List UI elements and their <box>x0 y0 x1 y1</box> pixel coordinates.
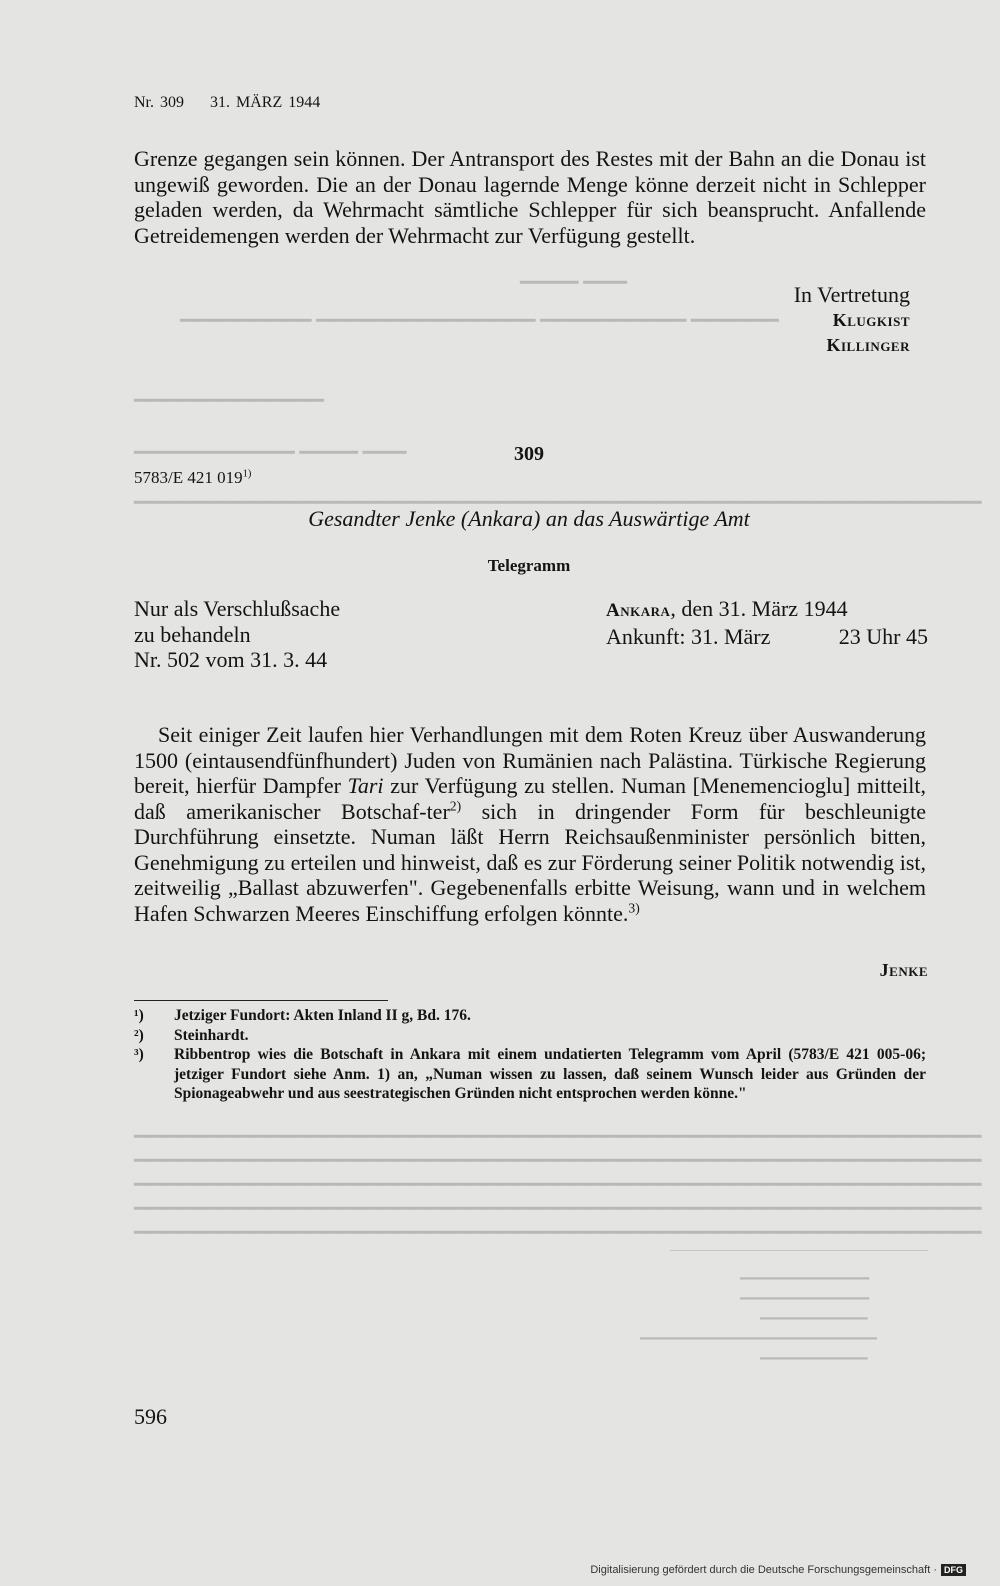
meta-line: Nr. 502 vom 31. 3. 44 <box>134 647 328 672</box>
arrival-label: Ankunft: 31. März <box>606 623 771 649</box>
footnote-mark: ²) <box>134 1026 144 1044</box>
footnote-ref: 1) <box>242 468 252 480</box>
footnote-text: Steinhardt. <box>174 1026 249 1044</box>
intro-paragraph <box>134 146 926 248</box>
document-page: ▁▁▁▁ ▁▁▁ ▁▁▁▁▁▁▁▁▁ ▁▁▁▁▁▁▁▁▁▁▁▁▁▁▁ ▁▁▁▁▁▁▁▁▁▁ ▁▁▁▁▁▁ ▁▁▁▁▁▁▁▁▁▁▁▁▁ ▁▁▁▁▁▁▁▁▁▁▁ ▁▁▁▁ ▁▁▁ ▁▁▁▁▁▁▁▁▁▁▁▁▁▁▁▁▁▁▁▁▁▁▁▁▁▁▁▁▁▁▁▁▁▁▁▁▁▁▁▁▁▁▁▁▁▁▁▁▁▁▁▁▁▁▁▁▁▁ ▁▁▁▁▁▁▁▁▁▁▁▁▁▁▁▁▁▁▁▁▁▁▁▁▁▁▁▁▁▁▁▁▁▁▁▁▁▁▁▁▁▁▁▁▁▁▁▁▁▁▁▁▁▁▁▁▁▁ ▁▁▁▁▁▁▁▁▁▁▁▁▁▁▁▁▁▁▁▁▁▁▁▁▁▁▁▁▁▁▁▁▁▁▁▁▁▁▁▁▁▁▁▁▁▁▁▁▁▁▁▁▁▁▁▁▁▁ ▁▁▁▁▁▁▁▁▁▁▁▁▁▁▁▁▁▁▁▁▁▁▁▁▁▁▁▁▁▁▁▁▁▁▁▁▁▁▁▁▁▁▁▁▁▁▁▁▁▁▁▁▁▁▁▁▁▁ ▁▁▁▁▁▁▁▁▁▁▁▁▁▁▁▁▁▁▁▁▁▁▁▁▁▁▁▁▁▁▁▁▁▁▁▁▁▁▁▁▁▁▁▁▁▁▁▁▁▁▁▁▁▁▁▁▁▁ ▁▁▁▁▁▁▁▁▁▁▁▁▁▁▁▁▁▁▁▁▁▁▁▁▁▁▁▁▁▁▁▁▁▁▁▁▁▁▁▁▁▁▁▁▁▁▁▁▁▁▁▁▁▁▁▁▁▁ ▁▁▁▁▁▁▁▁▁▁▁▁ ▁▁▁▁▁▁▁▁▁▁▁▁ ▁▁▁▁▁▁▁▁▁▁ ▁▁▁▁▁▁▁▁▁▁▁▁▁▁▁▁▁▁▁▁▁▁ ▁▁▁▁▁▁▁▁▁▁ Nr. 309 31. MÄRZ 1944 Grenze gegangen sein können. Der Antransport des Restes mit der Bahn an die Donau ist ungewiß geworden. Die an der Donau lagernde Menge könne derzeit nicht in Schlepper geladen werden, da Wehrmacht sämtliche Schlepper für sich beansprucht. Anfallende Getreidemengen werden der Wehrmacht zur Verfügung gestellt. In Vertretung Klugkist Killinger 309 5783/E 421 019$^{1)}$ Gesandter Jenke (Ankara) an das Auswärtige Amt Telegramm Nur als Verschlußsache zu behandeln Nr. 502 vom 31. 3. 44 Ankara, den 31. März 1944 Ankunft: 31. März 23 Uhr 45 Seit einiger Zeit laufen hier Verhandlungen mit dem Roten Kreuz über Auswanderung 1500 (eintausendfünfhundert) Juden von Rumänien nach Palästina. Türkische Regierung bereit, hierfür Dampfer Tari zur Verfügung zu stellen. Numan [Menemencioglu] mitteilt, daß amerikanischer Botschaf-ter$^{2)}$ sich in dringender Form für beschleunigte Durchführung einsetzte. Numan läßt Herrn Reichsaußenminister persönlich bitten, Genehmigung zu erteilen und hinweist, daß es zur Förderung seiner Politik notwendig ist, zeitweilig „Ballast abzuwerfen". Gegebenenfalls erbitte Weisung, wann und in welchem Hafen Schwarzen Meeres Einschiffung erfolgen könnte.$^{3)}$ Jenke ¹) Jetziger Fundort: Akten Inland II g, Bd. 176. ²) Steinhardt. ³) Ribbentrop wies die Botschaft in Ankara mit einem undatierten Telegramm vom April (5783/E 421 005-06; jetziger Fundort siehe Anm. 1) an, „Numan wissen zu lassen, daß seinem Wunsch leider aus Gründen der Spionageabwehr und aus seestrategischen Gründen nicht entsprochen werden könne." 596 Digitalisierung gefördert durch die Deutsche Forschungsgemeinschaft · DFG <box>0 0 1000 1586</box>
body-part: sich in dringender Form für beschleunigte Durchführung einsetzte. Numan läßt Herrn Reichsaußenminister persönlich bitten, Genehmigung zu erteilen und hinweist, daß es zur Förderung seiner Politik notwendig ist, zeitweilig „Ballast abzuwerfen". Gegebenenfalls erbitte Weisung, wann und in welchem Hafen Schwarzen Meeres Einschiffung erfolgen könnte. <box>134 798 926 926</box>
meta-line: Nur als Verschlußsache <box>134 596 341 621</box>
footnotes <box>134 1006 926 1104</box>
body-part: zur Verfügung zu stellen. Numan [Menemencioglu] mitteilt, daß amerikanischer Botschaf-ter <box>134 773 926 824</box>
previous-signoff <box>794 282 910 358</box>
footnote-mark: ¹) <box>134 1007 144 1024</box>
meta-line: zu behandeln <box>134 621 251 647</box>
page-number: 596 <box>134 1404 167 1429</box>
footnote <box>134 1006 926 1026</box>
footnote-ref: 3) <box>628 900 640 916</box>
running-header <box>134 94 340 112</box>
footnote <box>134 1026 926 1046</box>
ship-name: Tari <box>347 773 384 798</box>
classification-block <box>134 596 340 673</box>
digitization-credit <box>590 1564 966 1576</box>
document-title: Gesandter Jenke (Ankara) an das Auswärtige Amt <box>308 506 750 531</box>
header-doc-number: Nr. 309 <box>134 94 184 111</box>
telegram-body <box>134 722 926 926</box>
signoff-line: In Vertretung <box>793 282 910 307</box>
credit-text: Digitalisierung gefördert durch die Deutsche Forschungsgemeinschaft · <box>590 1564 937 1576</box>
place-name: Ankara <box>606 600 671 621</box>
signoff-name: Killinger <box>826 334 910 355</box>
signoff-name: Klugkist <box>832 309 910 330</box>
document-number: 309 <box>514 443 544 465</box>
dispatch-block <box>606 596 928 649</box>
telegram-signature: Jenke <box>879 960 928 980</box>
document-kind: Telegramm <box>487 556 571 575</box>
arrival-time: 23 Uhr 45 <box>838 623 928 649</box>
body-part: Seit einiger Zeit laufen hier Verhandlungen mit dem Roten Kreuz über Auswanderung 1500 (eintausendfünfhundert) Juden von Rumänien nach Palästina. Türkische Regierung bereit, hierfür Dampfer <box>134 722 926 798</box>
archive-citation <box>134 468 251 488</box>
citation-text: 5783/E 421 019 <box>134 468 243 487</box>
telegram-paragraph <box>134 722 926 926</box>
dfg-logo: DFG <box>941 1564 966 1576</box>
footnote-ref: 2) <box>449 798 462 814</box>
footnote <box>134 1045 926 1104</box>
place-date-line <box>606 596 928 624</box>
date-text: , den 31. März 1944 <box>670 596 848 621</box>
intro-text: Grenze gegangen sein können. Der Antransport des Restes mit der Bahn an die Donau ist ungewiß geworden. Die an der Donau lagernde Menge könne derzeit nicht in Schlepper geladen werden, da Wehrmacht sämtliche Schlepper für sich beansprucht. Anfallende Getreidemengen werden der Wehrmacht zur Verfügung gestellt. <box>134 146 926 248</box>
arrival-line <box>606 624 928 650</box>
footnote-text: Jetziger Fundort: Akten Inland II g, Bd. 176. <box>174 1007 471 1024</box>
footnote-divider <box>134 1000 388 1001</box>
header-date: 31. MÄRZ 1944 <box>210 94 321 111</box>
footnote-text: Ribbentrop wies die Botschaft in Ankara mit einem undatierten Telegramm vom April (5783/E 421 005-06; jetziger Fundort siehe Anm. 1) an, „Numan wissen zu lassen, daß seinem Wunsch leider aus Gründen der Spionageabwehr und aus seestrategischen Gründen nicht entsprochen werden könne." <box>174 1046 926 1102</box>
footnote-mark: ³) <box>134 1046 144 1063</box>
